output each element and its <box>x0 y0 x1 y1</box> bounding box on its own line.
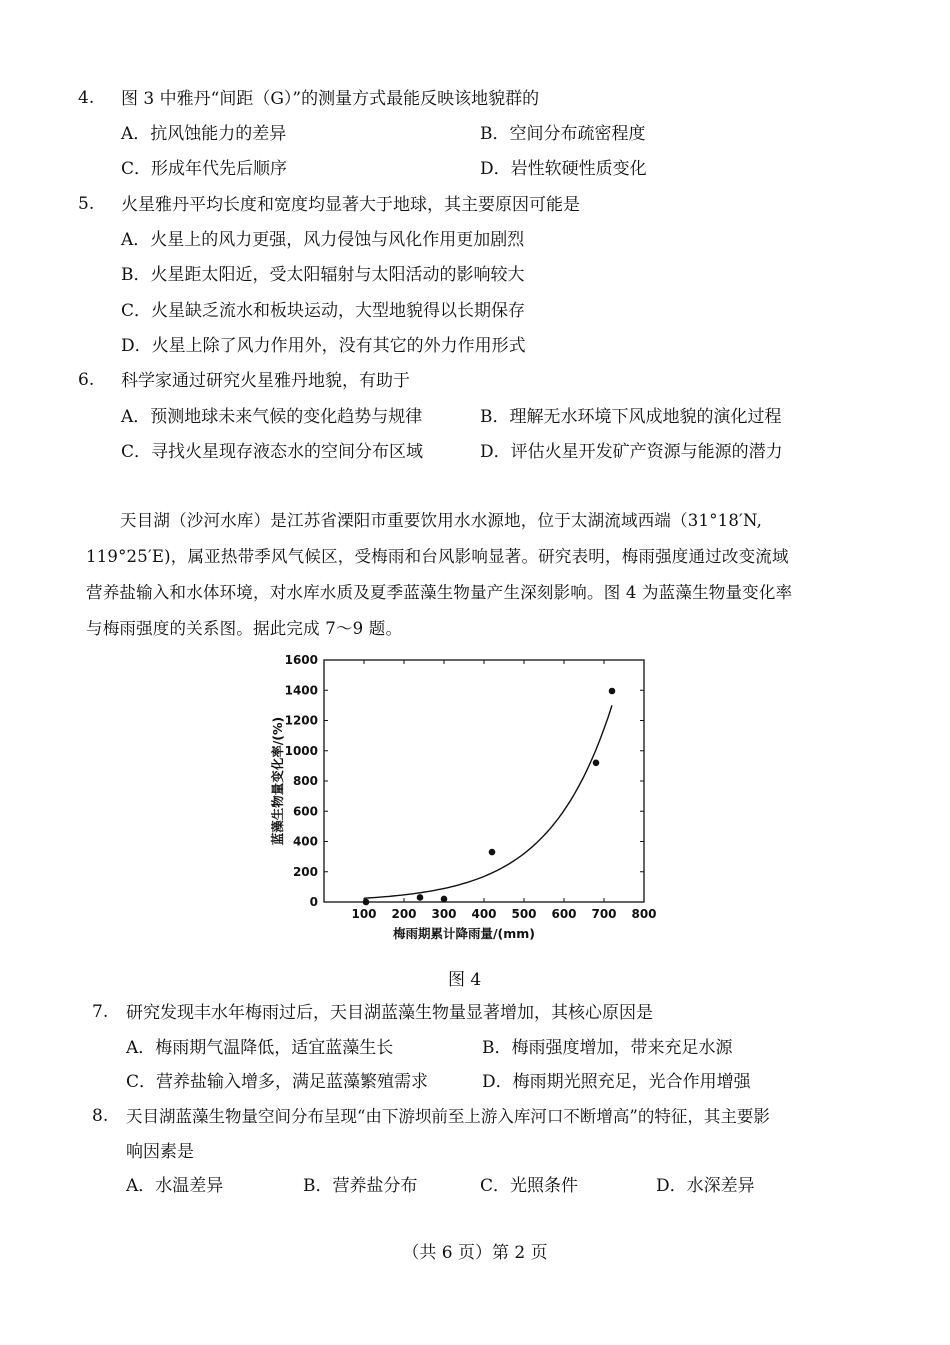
question-6-option-d: D．评估火星开发矿产资源与能源的潜力 <box>480 442 783 462</box>
x-tick-label: 300 <box>431 907 457 921</box>
question-5-option-a: A．火星上的风力更强，风力侵蚀与风化作用更加剧烈 <box>121 230 525 250</box>
y-axis-label: 蓝藻生物量变化率/(%) <box>270 716 285 846</box>
question-4-option-c: C．形成年代先后顺序 <box>121 159 288 179</box>
x-tick-label: 500 <box>511 907 537 921</box>
question-7-option-c: C．营养盐输入增多，满足蓝藻繁殖需求 <box>126 1072 429 1092</box>
question-8-option-d: D．水深差异 <box>656 1176 755 1196</box>
question-7-number: 7. <box>92 1002 109 1022</box>
data-point <box>441 896 448 903</box>
page-footer: （共 6 页）第 2 页 <box>402 1243 548 1263</box>
y-tick-label: 1400 <box>284 683 318 698</box>
question-5-stem: 火星雅丹平均长度和宽度均显著大于地球，其主要原因可能是 <box>121 195 580 215</box>
question-7-stem: 研究发现丰水年梅雨过后，天目湖蓝藻生物量显著增加，其核心原因是 <box>126 1003 653 1023</box>
question-6-option-b: B．理解无水环境下风成地貌的演化过程 <box>480 407 782 427</box>
y-tick-label: 0 <box>309 895 318 909</box>
question-6-stem: 科学家通过研究火星雅丹地貌，有助于 <box>121 371 410 391</box>
y-tick-label: 400 <box>292 834 318 849</box>
x-tick-label: 600 <box>551 907 577 921</box>
x-tick-label: 700 <box>591 907 617 921</box>
y-tick-label: 600 <box>292 804 318 819</box>
question-4-stem: 图 3 中雅丹“间距（G）”的测量方式最能反映该地貌群的 <box>121 89 540 109</box>
x-tick-label: 200 <box>391 907 417 921</box>
data-point <box>593 760 600 767</box>
question-8-number: 8. <box>92 1106 109 1126</box>
question-8-option-c: C．光照条件 <box>480 1176 579 1196</box>
question-5-option-d: D．火星上除了风力作用外，没有其它的外力作用形式 <box>121 336 526 356</box>
figure-caption: 图 4 <box>448 970 482 990</box>
y-tick-label: 1200 <box>284 713 318 728</box>
fit-curve <box>364 705 612 898</box>
question-4-option-b: B．空间分布疏密程度 <box>480 124 646 144</box>
question-8-option-b: B．营养盐分布 <box>303 1176 418 1196</box>
data-point <box>489 849 496 856</box>
passage-line-4: 与梅雨强度的关系图。据此完成 7～9 题。 <box>86 619 403 638</box>
figure-4-chart <box>262 650 662 960</box>
question-6-number: 6. <box>78 370 95 390</box>
question-8-stem-line-2: 响因素是 <box>126 1142 194 1162</box>
data-point <box>609 688 616 695</box>
question-7-option-a: A．梅雨期气温降低，适宜蓝藻生长 <box>126 1038 394 1058</box>
x-tick-label: 800 <box>631 907 657 921</box>
data-point <box>417 894 424 901</box>
question-5-number: 5. <box>78 194 95 214</box>
y-tick-label: 1600 <box>284 653 318 667</box>
x-axis-label: 梅雨期累计降雨量/(mm) <box>392 926 536 941</box>
question-6-option-a: A．预测地球未来气候的变化趋势与规律 <box>121 407 423 427</box>
question-8-option-a: A．水温差异 <box>126 1176 224 1196</box>
y-tick-label: 200 <box>292 864 318 879</box>
passage-line-1: 天目湖（沙河水库）是江苏省溧阳市重要饮用水水源地，位于太湖流域西端（31°18′N, <box>120 511 763 530</box>
question-7-option-b: B．梅雨强度增加，带来充足水源 <box>482 1038 733 1058</box>
x-tick-label: 400 <box>471 907 497 921</box>
question-4-number: 4. <box>78 88 95 108</box>
question-7-option-d: D．梅雨期光照充足，光合作用增强 <box>482 1072 751 1092</box>
y-tick-label: 1000 <box>284 743 318 758</box>
data-point <box>363 899 370 906</box>
question-6-option-c: C．寻找火星现存液态水的空间分布区域 <box>121 442 424 462</box>
passage-line-2: 119°25′E)，属亚热带季风气候区，受梅雨和台风影响显著。研究表明，梅雨强度通过改变流域 <box>86 547 789 566</box>
passage-line-3: 营养盐输入和水体环境，对水库水质及夏季蓝藻生物量产生深刻影响。图 4 为蓝藻生物量变化率 <box>86 583 793 602</box>
question-4-option-a: A．抗风蚀能力的差异 <box>121 124 287 144</box>
question-8-stem-line-1: 天目湖蓝藻生物量空间分布呈现“由下游坝前至上游入库河口不断增高”的特征，其主要影 <box>126 1107 770 1126</box>
plot-frame <box>324 660 644 902</box>
y-tick-label: 800 <box>292 774 318 788</box>
question-5-option-c: C．火星缺乏流水和板块运动，大型地貌得以长期保存 <box>121 301 526 321</box>
x-tick-label: 100 <box>351 907 377 921</box>
question-4-option-d: D．岩性软硬性质变化 <box>480 159 647 179</box>
question-5-option-b: B．火星距太阳近，受太阳辐射与太阳活动的影响较大 <box>121 265 525 285</box>
reading-passage <box>86 503 856 647</box>
